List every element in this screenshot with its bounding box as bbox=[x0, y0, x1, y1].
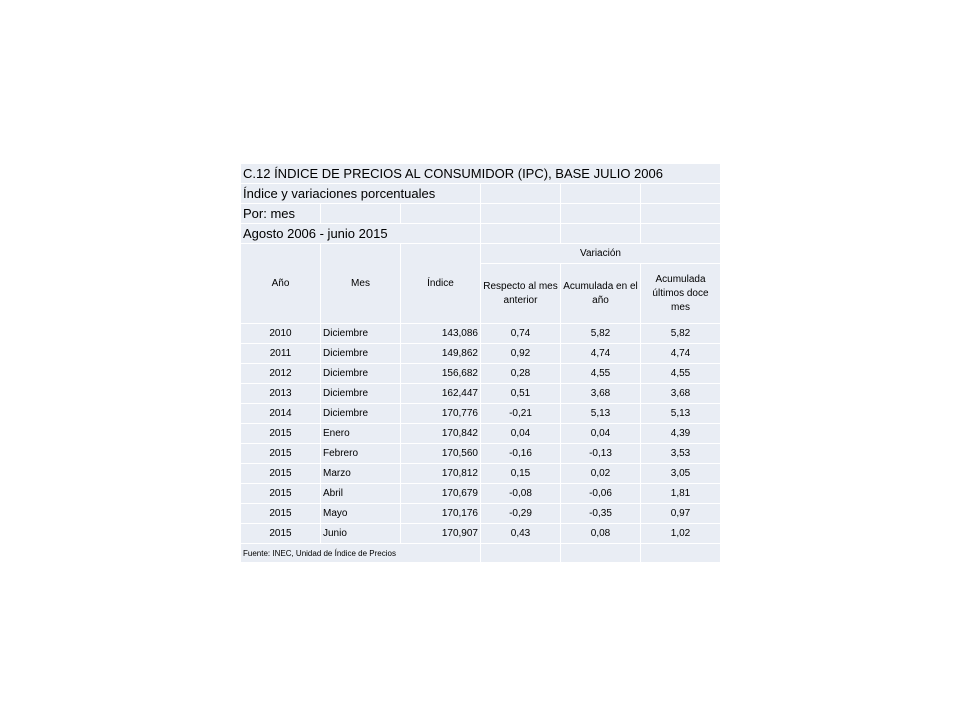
cell-var-ytd: 0,04 bbox=[561, 424, 641, 444]
header-var-ytd: Acumulada en el año bbox=[561, 264, 641, 324]
table-row bbox=[241, 384, 721, 404]
date-range: Agosto 2006 - junio 2015 bbox=[241, 224, 481, 244]
cell-var-prev-month: 0,43 bbox=[481, 524, 561, 544]
cell-var-12m: 3,05 bbox=[641, 464, 721, 484]
cell-year: 2015 bbox=[241, 444, 321, 464]
cell-index: 143,086 bbox=[401, 324, 481, 344]
cell-index: 170,842 bbox=[401, 424, 481, 444]
table-row bbox=[241, 504, 721, 524]
cell-var-prev-month: -0,29 bbox=[481, 504, 561, 524]
cell-var-12m: 4,39 bbox=[641, 424, 721, 444]
cell-month: Diciembre bbox=[321, 324, 401, 344]
cell-month: Diciembre bbox=[321, 344, 401, 364]
cell-index: 156,682 bbox=[401, 364, 481, 384]
cell-year: 2010 bbox=[241, 324, 321, 344]
table-subtitle: Índice y variaciones porcentuales bbox=[241, 184, 481, 204]
cell-var-prev-month: -0,21 bbox=[481, 404, 561, 424]
cell-var-ytd: -0,06 bbox=[561, 484, 641, 504]
cell-year: 2015 bbox=[241, 464, 321, 484]
table-row bbox=[241, 344, 721, 364]
cell-var-prev-month: 0,28 bbox=[481, 364, 561, 384]
cell-var-ytd: 0,08 bbox=[561, 524, 641, 544]
cell-index: 170,907 bbox=[401, 524, 481, 544]
cell-index: 170,812 bbox=[401, 464, 481, 484]
cell-var-prev-month: -0,08 bbox=[481, 484, 561, 504]
cell-index: 170,176 bbox=[401, 504, 481, 524]
cell-index: 170,560 bbox=[401, 444, 481, 464]
cell-month: Mayo bbox=[321, 504, 401, 524]
source-note: Fuente: INEC, Unidad de Índice de Precios bbox=[241, 544, 481, 563]
cell-var-12m: 3,53 bbox=[641, 444, 721, 464]
header-var-prev-month: Respecto al mes anterior bbox=[481, 264, 561, 324]
cell-var-ytd: -0,13 bbox=[561, 444, 641, 464]
cell-var-prev-month: 0,74 bbox=[481, 324, 561, 344]
cell-year: 2015 bbox=[241, 504, 321, 524]
table-row bbox=[241, 484, 721, 504]
cell-var-ytd: -0,35 bbox=[561, 504, 641, 524]
header-variation: Variación bbox=[481, 244, 721, 264]
cell-var-prev-month: 0,04 bbox=[481, 424, 561, 444]
table-row bbox=[241, 444, 721, 464]
cell-var-12m: 1,02 bbox=[641, 524, 721, 544]
header-month: Mes bbox=[321, 244, 401, 324]
cell-var-ytd: 3,68 bbox=[561, 384, 641, 404]
cell-month: Abril bbox=[321, 484, 401, 504]
cell-month: Febrero bbox=[321, 444, 401, 464]
cell-var-ytd: 5,82 bbox=[561, 324, 641, 344]
cell-index: 149,862 bbox=[401, 344, 481, 364]
cell-var-12m: 1,81 bbox=[641, 484, 721, 504]
header-var-12m: Acumulada últimos doce mes bbox=[641, 264, 721, 324]
cell-year: 2015 bbox=[241, 424, 321, 444]
cell-year: 2015 bbox=[241, 524, 321, 544]
cell-var-ytd: 4,55 bbox=[561, 364, 641, 384]
cell-var-prev-month: 0,51 bbox=[481, 384, 561, 404]
cell-year: 2014 bbox=[241, 404, 321, 424]
cell-index: 170,679 bbox=[401, 484, 481, 504]
cell-month: Junio bbox=[321, 524, 401, 544]
cell-month: Diciembre bbox=[321, 384, 401, 404]
cell-year: 2015 bbox=[241, 484, 321, 504]
table-row bbox=[241, 464, 721, 484]
cell-month: Marzo bbox=[321, 464, 401, 484]
table-title: C.12 ÍNDICE DE PRECIOS AL CONSUMIDOR (IPC), BASE JULIO 2006 bbox=[241, 164, 721, 184]
cell-month: Diciembre bbox=[321, 404, 401, 424]
table-row bbox=[241, 364, 721, 384]
cell-year: 2013 bbox=[241, 384, 321, 404]
cell-var-12m: 5,82 bbox=[641, 324, 721, 344]
cell-index: 162,447 bbox=[401, 384, 481, 404]
table-row bbox=[241, 524, 721, 544]
cell-var-ytd: 4,74 bbox=[561, 344, 641, 364]
cell-year: 2012 bbox=[241, 364, 321, 384]
header-index: Índice bbox=[401, 244, 481, 324]
table-row bbox=[241, 424, 721, 444]
cell-var-prev-month: 0,92 bbox=[481, 344, 561, 364]
cell-var-12m: 4,55 bbox=[641, 364, 721, 384]
ipc-table bbox=[240, 163, 721, 563]
cell-var-12m: 0,97 bbox=[641, 504, 721, 524]
cell-var-prev-month: -0,16 bbox=[481, 444, 561, 464]
cell-index: 170,776 bbox=[401, 404, 481, 424]
cell-var-ytd: 5,13 bbox=[561, 404, 641, 424]
table-row bbox=[241, 404, 721, 424]
cell-var-ytd: 0,02 bbox=[561, 464, 641, 484]
table-row bbox=[241, 324, 721, 344]
header-year: Año bbox=[241, 244, 321, 324]
cell-year: 2011 bbox=[241, 344, 321, 364]
cell-var-12m: 5,13 bbox=[641, 404, 721, 424]
cell-var-12m: 3,68 bbox=[641, 384, 721, 404]
period-label: Por: mes bbox=[241, 204, 321, 224]
cell-month: Diciembre bbox=[321, 364, 401, 384]
cell-var-12m: 4,74 bbox=[641, 344, 721, 364]
cell-var-prev-month: 0,15 bbox=[481, 464, 561, 484]
cell-month: Enero bbox=[321, 424, 401, 444]
